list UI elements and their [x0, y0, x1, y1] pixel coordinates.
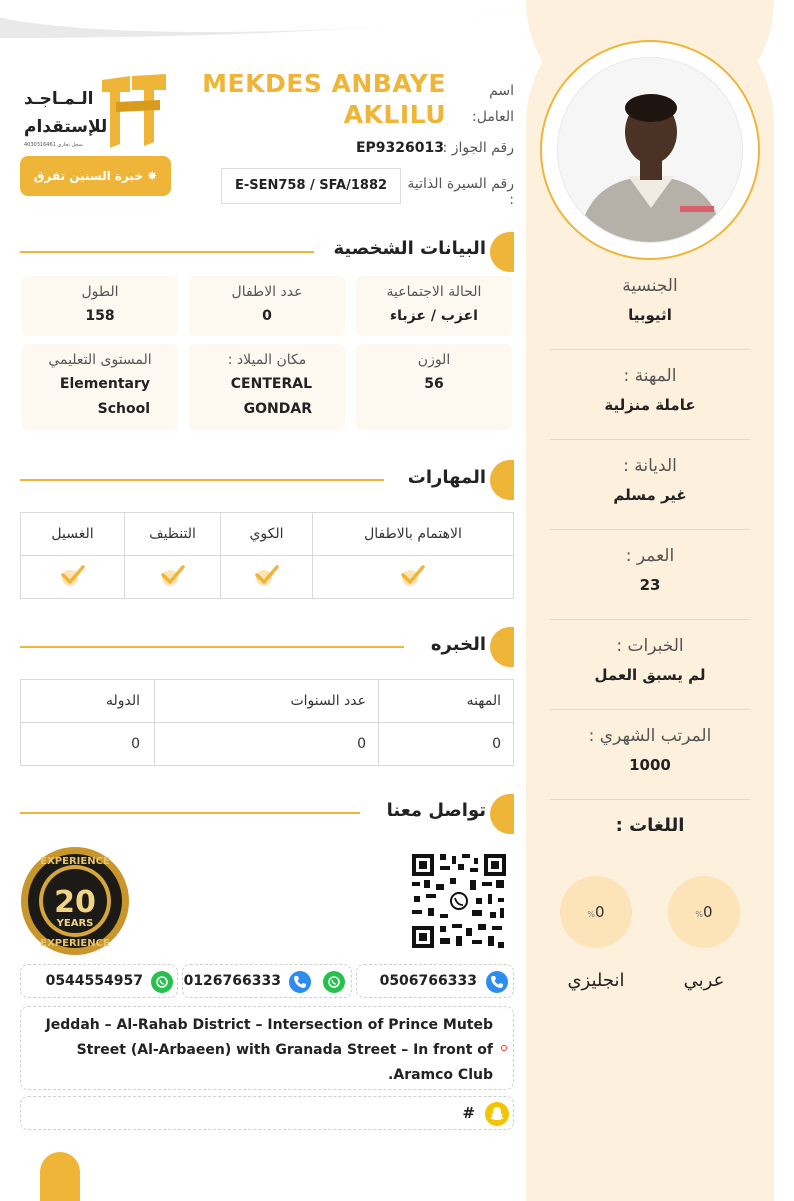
experience-section-title: الخبره	[430, 634, 486, 655]
snapchat-icon	[485, 1102, 509, 1126]
age-label: العمر :	[625, 546, 675, 566]
nationality-value: اثيوبيا	[628, 306, 672, 324]
info-card-children	[189, 276, 345, 336]
table-header: الدوله	[21, 680, 155, 723]
card-value: اعزب / عزباء	[390, 308, 478, 324]
experience-field	[550, 636, 750, 684]
religion-label: الديانة :	[623, 456, 677, 476]
info-card-height	[22, 276, 178, 336]
profession-value: عاملة منزلية	[604, 396, 696, 414]
card-value: 158	[85, 308, 115, 324]
language-arabic-name: عربي	[683, 970, 725, 991]
cv-label: رقم السيرة الذاتية :	[407, 176, 514, 208]
card-label: عدد الاطفال	[231, 284, 303, 300]
salary-value: 1000	[629, 756, 671, 774]
phone-icon	[289, 971, 311, 993]
table-header: عدد السنوات	[155, 680, 379, 723]
info-card-birthplace	[189, 344, 345, 430]
contact-section-title: تواصل معنا	[386, 800, 486, 821]
divider	[550, 709, 750, 710]
table-header: المهنه	[379, 680, 514, 723]
divider	[550, 619, 750, 620]
passport-label: رقم الجواز :	[442, 140, 514, 156]
worker-name: MEKDES ANBAYE AKLILU	[202, 69, 446, 129]
experience-label: الخبرات :	[616, 636, 684, 656]
badge-button[interactable]	[20, 156, 171, 196]
phone-icon	[486, 971, 508, 993]
salary-label: المرتب الشهري :	[588, 726, 712, 746]
info-card-marital	[356, 276, 512, 336]
divider	[550, 349, 750, 350]
percent-sign: %	[695, 910, 704, 919]
salary-field	[550, 726, 750, 774]
language-value: 0	[703, 903, 713, 921]
card-value: CENTERAL GONDAR	[230, 376, 312, 417]
card-value: Elementary School	[59, 376, 150, 417]
divider	[550, 529, 750, 530]
phone-pill-1[interactable]	[356, 964, 514, 998]
seal-top-text: EXPERIENCE	[40, 856, 110, 867]
check-icon	[21, 556, 125, 599]
nationality-field	[550, 276, 750, 324]
divider	[550, 799, 750, 800]
address-box	[20, 1006, 514, 1090]
table-cell: 0	[21, 723, 155, 766]
passport-value: EP9326013	[355, 140, 444, 156]
card-label: الطول	[81, 284, 119, 300]
age-value: 23	[639, 576, 661, 594]
profession-field	[550, 366, 750, 414]
check-icon	[221, 556, 313, 599]
languages-title: اللغات :	[615, 815, 685, 836]
top-decoration-mask	[0, 0, 540, 32]
percent-sign: %	[587, 910, 596, 919]
phone-pill-2[interactable]	[182, 964, 352, 998]
logo-line2: للإستقدام	[24, 117, 108, 137]
divider	[550, 439, 750, 440]
info-card-weight	[356, 344, 512, 430]
experience-seal	[20, 846, 130, 956]
location-icon	[501, 1045, 507, 1051]
table-row	[21, 723, 514, 766]
card-label: مكان الميلاد :	[227, 352, 307, 368]
logo-small-text: سجل تجاري 4030316461	[24, 142, 83, 148]
language-english-name: انجليزي	[567, 970, 625, 991]
skill-name: الاهتمام بالاطفال	[313, 513, 514, 556]
skills-table	[20, 512, 514, 599]
whatsapp-icon	[151, 971, 173, 993]
skill-name: الغسيل	[21, 513, 125, 556]
cv-value: E-SEN758 / SFA/1882	[221, 168, 401, 204]
bottom-tab	[40, 1152, 80, 1201]
check-icon	[313, 556, 514, 599]
seal-years: YEARS	[56, 918, 94, 929]
nationality-label: الجنسية	[622, 276, 678, 296]
section-line	[20, 251, 314, 253]
address-text: Jeddah – Al-Rahab District – Intersection of Prince Muteb Street (Al-Arbaeen) with Granada Street – In front of Aramco Club.	[45, 1017, 493, 1083]
experience-value: لم يسبق العمل	[594, 666, 706, 684]
check-icon	[125, 556, 221, 599]
experience-table	[20, 679, 514, 766]
whatsapp-icon	[323, 971, 345, 993]
skills-section-title: المهارات	[407, 467, 486, 488]
card-label: الحالة الاجتماعية	[386, 284, 482, 300]
phone-number: 0126766333	[183, 973, 281, 989]
seal-number: 20	[54, 885, 96, 920]
badge-label: خبرة السنين تفرق	[33, 169, 143, 183]
card-value: 56	[424, 376, 444, 392]
section-line	[20, 812, 360, 814]
phone-pill-3[interactable]	[20, 964, 178, 998]
section-line	[20, 646, 404, 648]
company-logo	[20, 72, 172, 152]
table-cell: 0	[155, 723, 379, 766]
section-tab	[490, 232, 514, 272]
table-cell: 0	[379, 723, 514, 766]
qr-code[interactable]	[410, 852, 508, 950]
card-value: 0	[262, 308, 272, 324]
sparkle-icon: ✸	[147, 169, 158, 183]
personal-section-title: البيانات الشخصية	[333, 238, 486, 259]
language-english-level	[560, 876, 632, 948]
section-tab	[490, 627, 514, 667]
religion-value: غير مسلم	[613, 486, 687, 504]
seal-bottom-text: EXPERIENCE	[40, 938, 110, 949]
worker-photo	[557, 57, 743, 243]
card-label: الوزن	[417, 352, 451, 368]
snapchat-pill[interactable]	[20, 1096, 514, 1130]
name-label: اسم العامل:	[472, 83, 514, 125]
section-line	[20, 479, 384, 481]
section-tab	[490, 794, 514, 834]
logo-line1: الـمـاجـد	[24, 89, 94, 109]
snapchat-handle: #	[462, 1104, 475, 1122]
info-card-education	[22, 344, 178, 430]
language-value: 0	[595, 903, 605, 921]
religion-field	[550, 456, 750, 504]
section-tab	[490, 460, 514, 500]
card-label: المستوى التعليمي	[48, 352, 152, 368]
skill-name: التنظيف	[125, 513, 221, 556]
phone-number: 0544554957	[45, 973, 143, 989]
skill-name: الكوي	[221, 513, 313, 556]
language-arabic-level	[668, 876, 740, 948]
age-field	[550, 546, 750, 594]
phone-number: 0506766333	[379, 973, 477, 989]
profession-label: المهنة :	[623, 366, 677, 386]
